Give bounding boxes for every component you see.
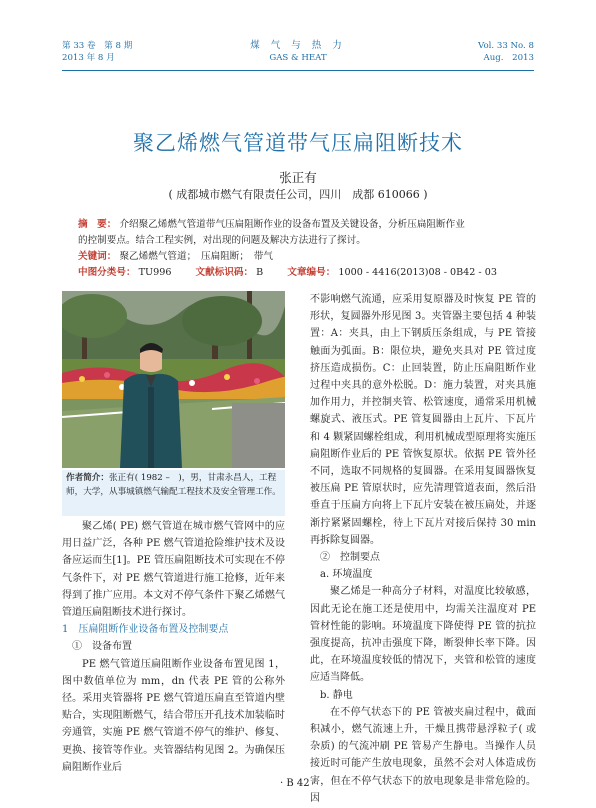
article-number-label: 文章编号： [287, 267, 336, 278]
left-column [62, 518, 285, 776]
clc-number: TU996 [138, 267, 172, 278]
page-number: · B 42 · [280, 778, 316, 789]
abstract-label: 摘 要： [78, 219, 117, 230]
abstract-text-line1: 介绍聚乙烯燃气管道带气压扁阻断作业的设备布置及关键设备，分析压扁阻断作业 [119, 219, 465, 230]
doc-code-label: 文献标识码： [195, 267, 254, 278]
subsection-heading: b. 静电 [320, 689, 353, 701]
abstract-text-line2: 的控制要点。结合工程实例，对出现的问题及解决方法进行了探讨。 [78, 235, 366, 246]
author-bio [62, 470, 285, 516]
body-paragraph: 不影响燃气流通，应采用复原器及时恢复 PE 管的形状，复圆器外形见图 3。夹管器主要包括 4 种装置：A：夹具，由上下钢质压条组成，与 PE 管接触面为弧面。B：限位块，避免夹具对 PE 管过度挤压造成损伤。C：止回装置，防止压扁阻断作业过程中夹具的意外松脱。D：施力装置，对夹具施加作用力，并控制夹管、松管速度，通常采用机械螺旋式、液压式。PE 管复圆器由上瓦片、下瓦片和 4 颗紧固螺栓组成，利用机械成型原理将实施压扁阻断作业后的 PE 管恢复原状。依据 PE 管外径不同，选取不同规格的复圆器。在采用复圆器恢复被压扁 PE 管原状时，应先清理管道表面，然后沿垂直于压扁方向将上下瓦片安装在被压扁处，并逐渐拧紧紧固螺栓，待上下瓦片对接后保持 30 min 再拆除复圆器。 [310, 294, 536, 546]
subsection-heading: ① 设备布置 [72, 641, 132, 653]
clc-label: 中图分类号： [78, 267, 136, 278]
journal-name: 煤 气 与 热 力 GAS & HEAT [250, 40, 346, 63]
keywords-label: 关键词： [78, 251, 117, 262]
author-name: 张正有 [279, 170, 317, 185]
header-divider [62, 70, 534, 71]
section-heading: 1 压扁阻断作业设备布置及控制要点 [62, 624, 229, 636]
subsection-heading: a. 环境温度 [320, 569, 373, 581]
journal-volume-english: Vol. 33 No. 8 Aug. 2013 [478, 41, 534, 63]
body-paragraph: 聚乙烯是一种高分子材料，对温度比较敏感，因此无论在施工还是使用中，均需关注温度对 PE 管材性能的影响。环境温度下降使得 PE 管的抗拉强度提高，抗冲击强度下降，断裂伸长率下降。因此，在环境温度较低的情况下，夹管和松管的速度应适当降低。 [310, 586, 536, 684]
author-affiliation: ( 成都城市燃气有限责任公司，四川 成都 610066 ) [168, 188, 428, 201]
subsection-heading: ② 控制要点 [320, 552, 380, 564]
article-title: 聚乙烯燃气管道带气压扁阻断技术 [133, 131, 463, 155]
body-paragraph: PE 燃气管道压扁阻断作业设备布置见图 1，图中数值单位为 mm，dn 代表 PE 管的公称外径。采用夹管器将 PE 燃气管道压扁直至管道内壁贴合，实现阻断燃气，结合带压开孔技术加装临时旁通管，实施 PE 燃气管道不停气的维护、修复、更换、接管等作业。夹管器结构见图 2。为确保压扁阻断作业后 [62, 658, 285, 773]
keywords-text: 聚乙烯燃气管道； 压扁阻断； 带气 [119, 251, 273, 262]
body-paragraph: 在不停气状态下的 PE 管被夹扁过程中，截面积减小，燃气流速上升，干燥且携带悬浮粒子( 或杂质) 的气流冲刷 PE 管易产生静电。当操作人员接近时可能产生放电现象，虽然不会对人体造成伤害，但在不停气状态下的放电现象是非常危险的。因 [310, 706, 536, 804]
doc-code: B [256, 267, 264, 278]
author-bio-label: 作者简介： [66, 473, 109, 483]
body-paragraph: 聚乙烯( PE) 燃气管道在城市燃气管网中的应用日益广泛，各种 PE 燃气管道抢险维护技术及设备应运而生[1]。PE 管压扁阻断技术可实现在不停气条件下，对 PE 燃气管道进行施工抢修，近年来得到了推广应用。本文对不停气条件下聚乙烯燃气管道压扁阻断技术进行探讨。 [62, 521, 285, 619]
right-column [310, 291, 536, 807]
author-photo [62, 291, 285, 468]
journal-volume-issue: 第 33 卷 第 8 期 2013 年 8 月 [62, 41, 133, 63]
article-number: 1000 - 4416(2013)08 - 0B42 - 03 [338, 267, 497, 278]
author-bio-text: 张正有( 1982 – )，男，甘肃永昌人，工程师，大学，从事城镇燃气输配工程技术及安全管理工作。 [66, 473, 281, 497]
